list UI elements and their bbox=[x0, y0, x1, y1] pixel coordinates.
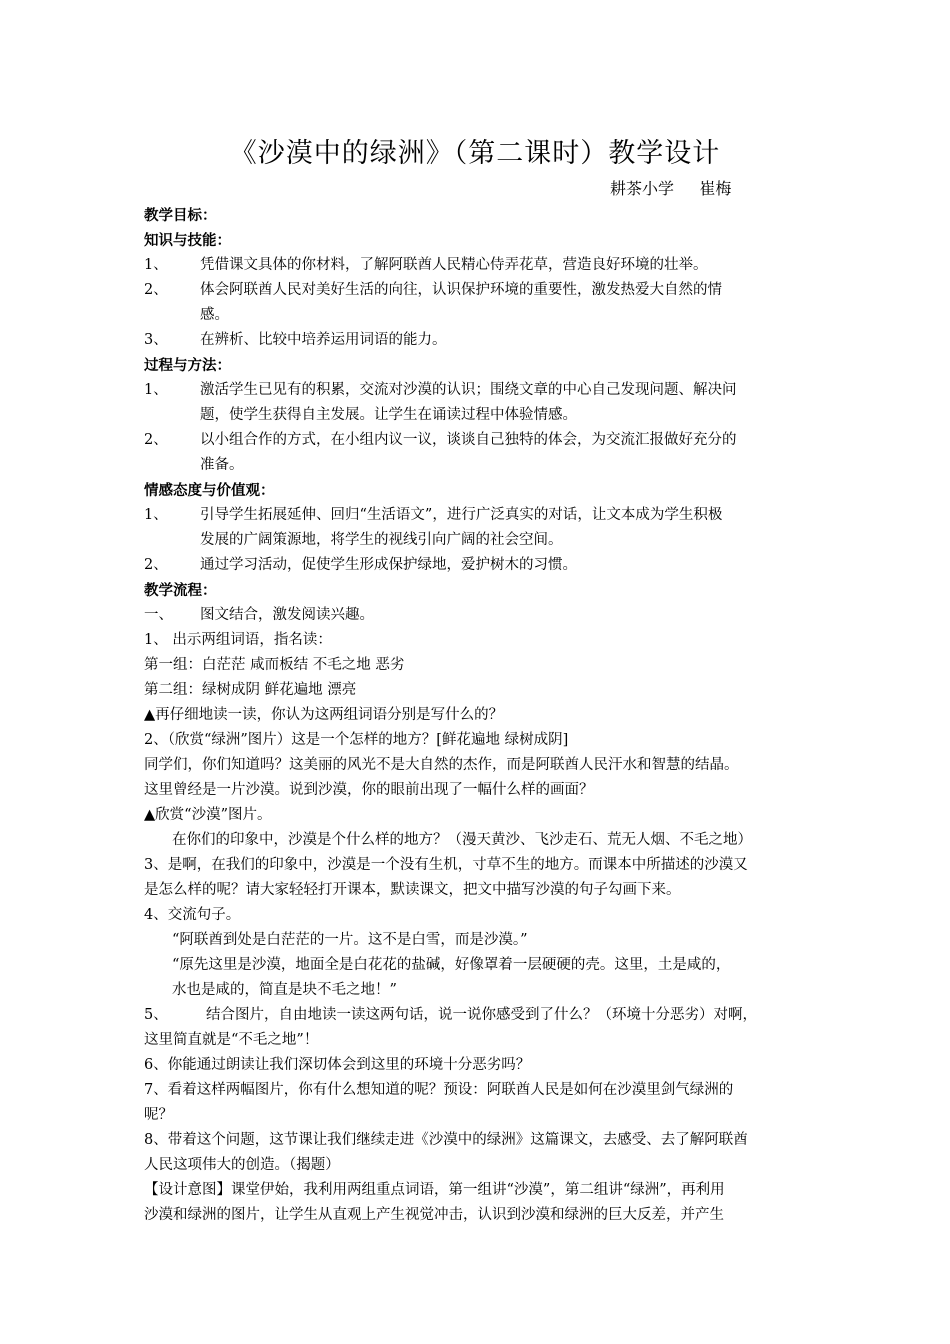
document-body bbox=[144, 203, 824, 1228]
section-heading: 一、 图文结合，激发阅读兴趣。 bbox=[144, 607, 374, 623]
paragraph-line: ▲欣赏“沙漠”图片。 bbox=[144, 807, 272, 823]
quote-line: “原先这里是沙漠，地面全是白花花的盐碱，好像罩着一层硬硬的壳。这里，土是咸的， bbox=[172, 957, 731, 973]
list-item: 5、 结合图片，自由地读一读这两句话，说一说你感受到了什么？（环境十分恶劣）对啊， bbox=[144, 1007, 757, 1023]
paragraph-line: 是怎么样的呢？请大家轻轻打开课本，默读课文，把文中描写沙漠的句子勾画下来。 bbox=[144, 882, 681, 898]
list-item-continuation: 题，使学生获得自主发展。让学生在诵读过程中体验情感。 bbox=[200, 407, 577, 423]
list-item: 1、 凭借课文具体的你材料，了解阿联酋人民精心侍弄花草，营造良好环境的壮举。 bbox=[144, 257, 708, 273]
quote-line: 水也是咸的，简直是块不毛之地！” bbox=[172, 982, 397, 998]
list-item: 1、 引导学生拓展延伸、回归“生活语文”，进行广泛真实的对话，让文本成为学生积极 bbox=[144, 507, 723, 523]
paragraph-line: 6、你能通过朗读让我们深切体会到这里的环境十分恶劣吗？ bbox=[144, 1057, 531, 1073]
author-line: 耕茶小学 崔梅 bbox=[610, 179, 732, 198]
list-item-continuation: 发展的广阔策源地，将学生的视线引向广阔的社会空间。 bbox=[200, 532, 563, 548]
paragraph-line: 第一组：白茫茫 咸而板结 不毛之地 恶劣 bbox=[144, 657, 405, 673]
document-title: 《沙漠中的绿洲》（第二课时）教学设计 bbox=[229, 138, 721, 169]
paragraph-line: 这里简直就是“不毛之地”！ bbox=[144, 1032, 319, 1048]
process-heading: 过程与方法： bbox=[144, 357, 231, 374]
paragraph-line: 同学们，你们知道吗？这美丽的风光不是大自然的杰作，而是阿联酋人民汗水和智慧的结晶。 bbox=[144, 757, 739, 773]
paragraph-line: 3、是啊，在我们的印象中，沙漠是一个没有生机，寸草不生的地方。而课本中所描述的沙漠又 bbox=[144, 857, 748, 873]
list-item: 2、 通过学习活动，促使学生形成保护绿地，爱护树木的习惯。 bbox=[144, 557, 577, 573]
paragraph-line: 8、带着这个问题，这节课让我们继续走进《沙漠中的绿洲》这篇课文，去感受、去了解阿联酋 bbox=[144, 1132, 748, 1148]
paragraph-line: 沙漠和绿洲的图片，让学生从直观上产生视觉冲击，认识到沙漠和绿洲的巨大反差，并产生 bbox=[144, 1207, 724, 1223]
objectives-heading: 教学目标： bbox=[144, 207, 217, 224]
flow-heading: 教学流程： bbox=[144, 582, 217, 599]
quote-line: “阿联酋到处是白茫茫的一片。这不是白雪，而是沙漠。” bbox=[172, 932, 528, 948]
paragraph-line: 2、（欣赏“绿洲”图片）这是一个怎样的地方？[鲜花遍地 绿树成阴] bbox=[144, 732, 569, 748]
paragraph-line: 这里曾经是一片沙漠。说到沙漠，你的眼前出现了一幅什么样的画面？ bbox=[144, 782, 594, 798]
list-item: 2、 以小组合作的方式，在小组内议一议，谈谈自己独特的体会，为交流汇报做好充分的 bbox=[144, 432, 737, 448]
paragraph-line: 7、看着这样两幅图片，你有什么想知道的呢？预设：阿联酋人民是如何在沙漠里剑气绿洲的 bbox=[144, 1082, 734, 1098]
list-item: 2、 体会阿联酋人民对美好生活的向往，认识保护环境的重要性，激发热爱大自然的情 bbox=[144, 282, 722, 298]
knowledge-heading: 知识与技能： bbox=[144, 232, 231, 249]
emotion-heading: 情感态度与价值观： bbox=[144, 482, 275, 499]
paragraph-line: 呢？ bbox=[144, 1107, 173, 1123]
paragraph-line: 在你们的印象中，沙漠是个什么样的地方？（漫天黄沙、飞沙走石、荒无人烟、不毛之地） bbox=[172, 832, 752, 848]
list-item-continuation: 感。 bbox=[200, 307, 229, 323]
paragraph-line: 1、 出示两组词语，指名读： bbox=[144, 632, 332, 648]
paragraph-line: 人民这项伟大的创造。（揭题） bbox=[144, 1157, 340, 1173]
paragraph-line: 【设计意图】课堂伊始，我利用两组重点词语，第一组讲“沙漠”，第二组讲“绿洲”，再利用 bbox=[144, 1182, 725, 1198]
list-item: 3、 在辨析、比较中培养运用词语的能力。 bbox=[144, 332, 447, 348]
paragraph-line: ▲再仔细地读一读，你认为这两组词语分别是写什么的？ bbox=[144, 707, 504, 723]
list-item-continuation: 准备。 bbox=[200, 457, 244, 473]
paragraph-line: 4、交流句子。 bbox=[144, 907, 241, 923]
paragraph-line: 第二组：绿树成阴 鲜花遍地 漂亮 bbox=[144, 682, 357, 698]
list-item: 1、 激活学生已见有的积累，交流对沙漠的认识；围绕文章的中心自己发现问题、解决问 bbox=[144, 382, 737, 398]
